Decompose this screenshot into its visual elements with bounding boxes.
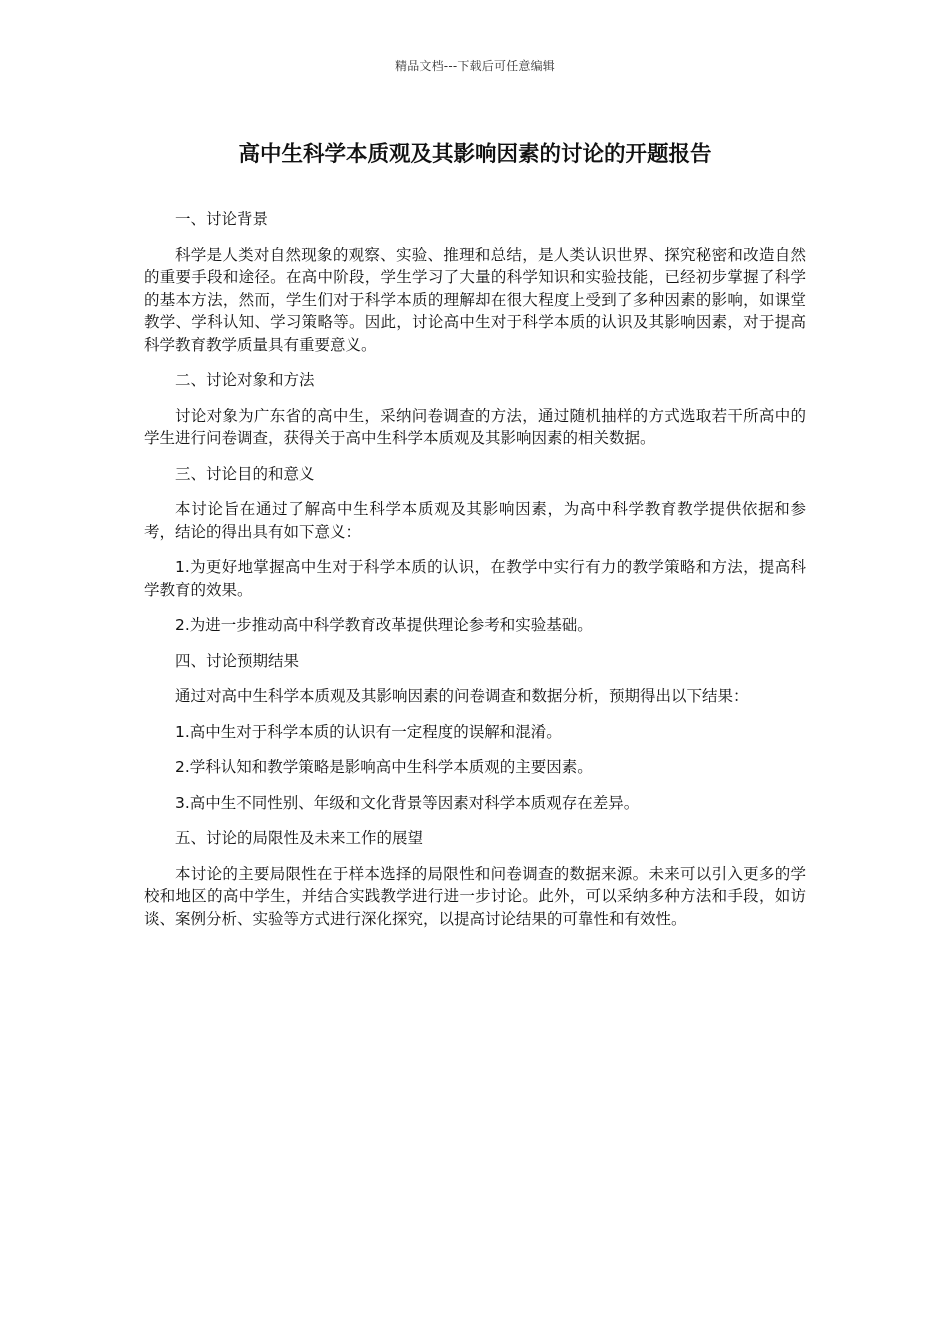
paragraph-purpose: 本讨论旨在通过了解高中生科学本质观及其影响因素，为高中科学教育教学提供依据和参考，结论的得出具有如下意义： [144, 500, 806, 541]
document-title: 高中生科学本质观及其影响因素的讨论的开题报告 [238, 142, 712, 167]
paragraph-limitations: 本讨论的主要局限性在于样本选择的局限性和问卷调查的数据来源。未来可以引入更多的学校和地区的高中学生，并结合实践教学进行进一步讨论。此外，可以采纳多种方法和手段，如访谈、案例分析、实验等方式进行深化探究，以提高讨论结果的可靠性和有效性。 [144, 864, 806, 928]
list-item: 2.学科认知和教学策略是影响高中生科学本质观的主要因素。 [175, 758, 593, 776]
section-heading-limitations: 五、讨论的局限性及未来工作的展望 [175, 829, 424, 847]
section-heading-background: 一、讨论背景 [175, 210, 269, 228]
list-item: 3.高中生不同性别、年级和文化背景等因素对科学本质观存在差异。 [175, 793, 640, 812]
paragraph-subjects-methods: 讨论对象为广东省的高中生，采纳问卷调查的方法，通过随机抽样的方式选取若干所高中的学生进行问卷调查，获得关于高中生科学本质观及其影响因素的相关数据。 [144, 406, 806, 447]
document-body [144, 208, 806, 930]
list-item: 1.为更好地掌握高中生对于科学本质的认识，在教学中实行有力的教学策略和方法，提高科学教育的效果。 [144, 558, 806, 599]
section-heading-subjects-methods: 二、讨论对象和方法 [175, 371, 315, 389]
section-heading-purpose: 三、讨论目的和意义 [175, 464, 315, 483]
header-note: 精品文档---下载后可任意编辑 [395, 59, 555, 73]
list-item: 2.为进一步推动高中科学教育改革提供理论参考和实验基础。 [175, 616, 593, 634]
paragraph-expected-results: 通过对高中生科学本质观及其影响因素的问卷调查和数据分析，预期得出以下结果： [175, 687, 749, 705]
paragraph-background: 科学是人类对自然现象的观察、实验、推理和总结，是人类认识世界、探究秘密和改造自然的重要手段和途径。在高中阶段，学生学习了大量的科学知识和实验技能，已经初步掌握了科学的基本方法，然而，学生们对于科学本质的理解却在很大程度上受到了多种因素的影响，如课堂教学、学科认知、学习策略等。因此，讨论高中生对于科学本质的认识及其影响因素，对于提高科学教育教学质量具有重要意义。 [144, 245, 806, 354]
section-heading-expected-results: 四、讨论预期结果 [175, 651, 300, 670]
list-item: 1.高中生对于科学本质的认识有一定程度的误解和混淆。 [175, 722, 562, 741]
